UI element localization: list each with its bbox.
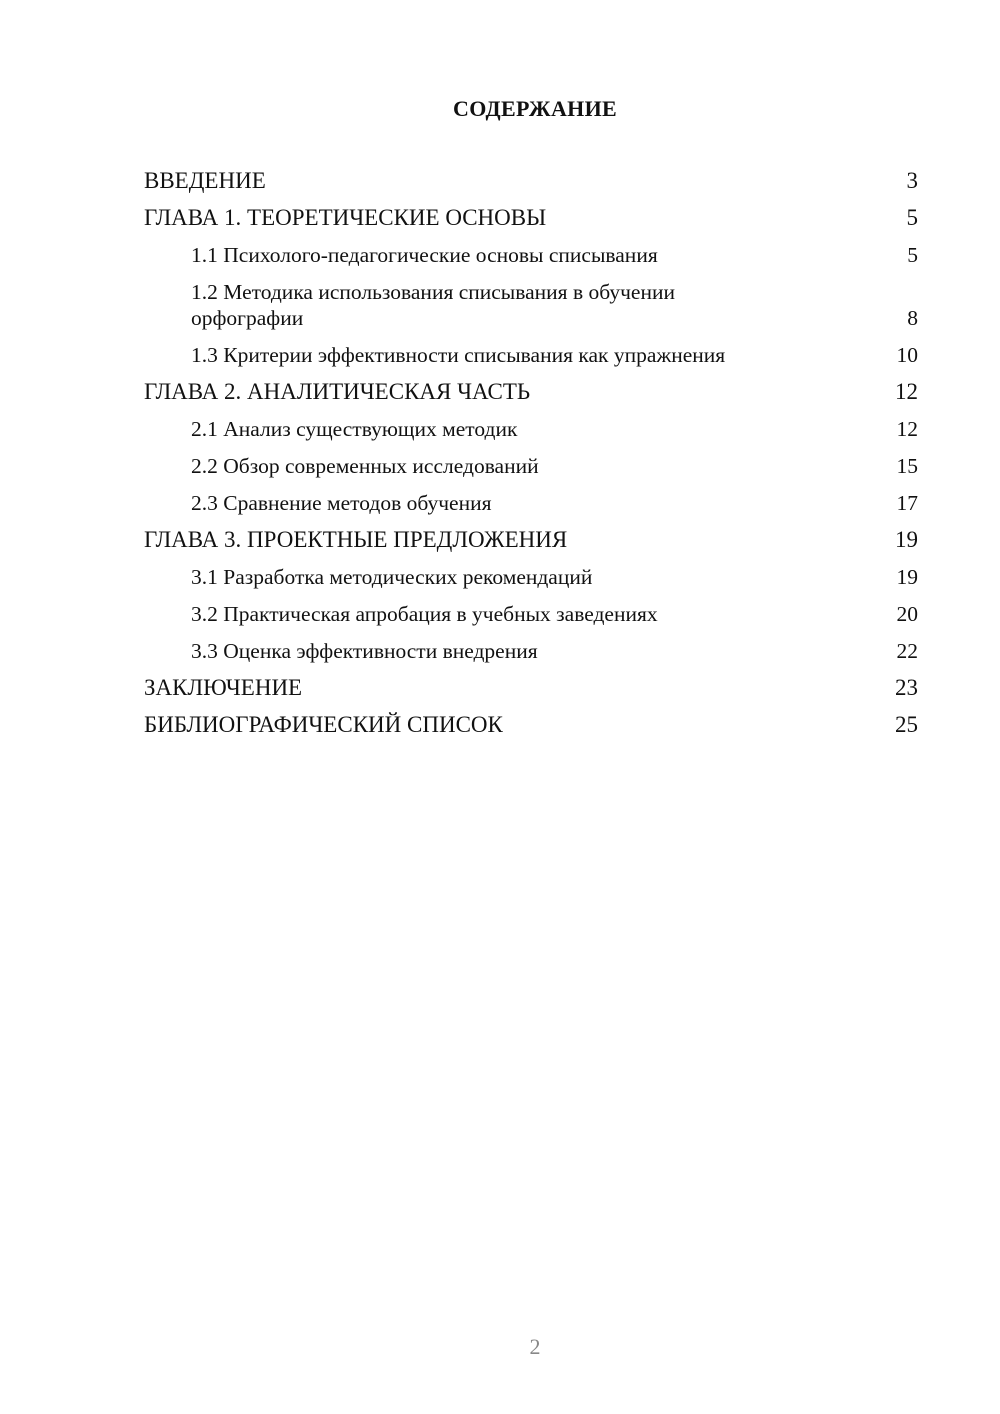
toc-subentry[interactable] [144,242,918,268]
toc-entry-title: ЗАКЛЮЧЕНИЕ [144,675,303,700]
toc-subentry[interactable] [144,601,918,627]
page-number: 2 [529,1334,541,1359]
toc-entry-page: 8 [907,306,918,330]
toc-entry-page: 17 [896,491,918,515]
page-title: СОДЕРЖАНИЕ [453,96,617,121]
toc-entry-page: 5 [906,205,918,230]
toc-subentry[interactable] [144,342,918,368]
toc-entry-title: 2.2 Обзор современных исследований [191,454,539,478]
toc-entry-page: 3 [906,168,918,193]
toc-entry[interactable] [144,168,918,194]
table-of-contents [144,168,918,749]
toc-entry-title: 1.2 Методика использования списывания в обучении орфографии [191,280,675,330]
toc-entry-title: 1.3 Критерии эффективности списывания как упражнения [191,343,726,367]
toc-entry-title: 3.1 Разработка методических рекомендаций [191,565,593,589]
toc-entry-page: 12 [896,417,918,441]
toc-entry-page: 19 [896,565,918,589]
toc-entry-title: ГЛАВА 3. ПРОЕКТНЫЕ ПРЕДЛОЖЕНИЯ [144,527,568,552]
toc-entry-page: 10 [896,343,918,367]
toc-subentry[interactable] [144,638,918,664]
toc-entry-page: 22 [896,639,918,663]
toc-entry-title: 3.3 Оценка эффективности внедрения [191,639,538,663]
toc-entry-page: 5 [907,243,918,267]
toc-entry-page: 25 [895,712,918,737]
toc-subentry[interactable] [144,490,918,516]
toc-entry[interactable] [144,379,918,405]
toc-subentry[interactable] [144,564,918,590]
toc-subentry[interactable] [144,416,918,442]
toc-entry[interactable] [144,675,918,701]
toc-entry[interactable] [144,527,918,553]
toc-entry[interactable] [144,712,918,738]
toc-entry-page: 12 [895,379,918,404]
toc-entry-page: 23 [895,675,918,700]
toc-subentry[interactable] [144,279,918,331]
toc-entry-page: 15 [896,454,918,478]
toc-subentry[interactable] [144,453,918,479]
toc-entry-title: 2.1 Анализ существующих методик [191,417,518,441]
toc-entry-title: 3.2 Практическая апробация в учебных заведениях [191,602,658,626]
toc-entry-page: 20 [896,602,918,626]
toc-entry-title: БИБЛИОГРАФИЧЕСКИЙ СПИСОК [144,712,503,737]
toc-entry-title: 1.1 Психолого-педагогические основы списывания [191,243,658,267]
toc-entry-title: ГЛАВА 2. АНАЛИТИЧЕСКАЯ ЧАСТЬ [144,379,531,404]
toc-entry-title: ВВЕДЕНИЕ [144,168,266,193]
toc-entry-title: 2.3 Сравнение методов обучения [191,491,492,515]
toc-entry-page: 19 [895,527,918,552]
toc-entry-title: ГЛАВА 1. ТЕОРЕТИЧЕСКИЕ ОСНОВЫ [144,205,547,230]
toc-entry[interactable] [144,205,918,231]
